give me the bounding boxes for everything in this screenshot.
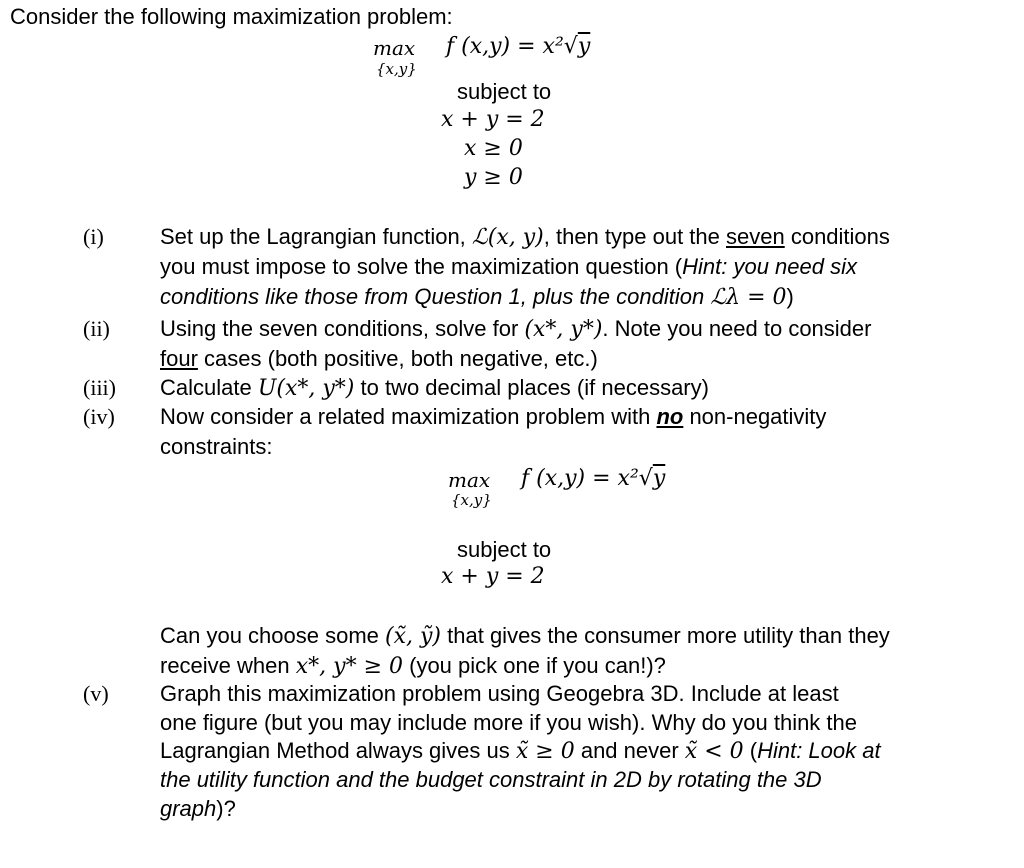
objective-lhs-2: f (x,y) = x² xyxy=(521,466,639,491)
lagrangian-math: ℒ(x, y) xyxy=(471,225,544,250)
sqrt-radicand: y xyxy=(577,34,591,59)
underlined-four: four xyxy=(160,346,198,371)
text-span: )? xyxy=(216,796,236,821)
text-span: Using the seven conditions, solve for xyxy=(160,316,525,341)
hint-text: graph xyxy=(160,796,217,821)
item-v-line-2: one figure (but you may include more if you wish). Why do you think the xyxy=(160,710,858,735)
hint-text: Hint: you need six xyxy=(682,254,857,279)
sqrt-symbol: √ xyxy=(563,34,578,59)
constraint-x-nonneg: x ≥ 0 xyxy=(464,136,523,161)
item-number-ii: (ii) xyxy=(83,316,110,341)
text-span: Can you choose some xyxy=(160,623,386,648)
item-i xyxy=(160,222,1010,312)
tilde-neg-math: x̃ < 0 xyxy=(684,739,744,764)
item-v-line-3 xyxy=(160,736,1010,765)
text-span: non-negativity xyxy=(683,404,827,429)
max-subscript-2: {x,y} xyxy=(451,491,492,509)
utility-math: U(x*, y*) xyxy=(257,376,355,401)
tilde-point-math: (x̃, ỹ) xyxy=(385,624,442,649)
item-iv xyxy=(160,402,1010,462)
text-span: Set up the Lagrangian function, xyxy=(160,224,472,249)
item-iii-line-1 xyxy=(160,373,1010,403)
underlined-seven: seven xyxy=(726,224,785,249)
constraint-budget: x + y = 2 xyxy=(441,107,545,132)
text-span: to two decimal places (if necessary) xyxy=(354,375,709,400)
text-span: receive when xyxy=(160,653,296,678)
max-operator-2: max xyxy=(448,468,491,492)
text-span: you must impose to solve the maximization question ( xyxy=(160,254,683,279)
item-iv-line-2: constraints: xyxy=(160,434,273,459)
text-span: Calculate xyxy=(160,375,258,400)
text-span: cases (both positive, both negative, etc.) xyxy=(197,346,598,371)
item-v-line-4 xyxy=(160,765,1010,794)
text-span: that gives the consumer more utility than they xyxy=(441,623,890,648)
text-span: Lagrangian Method always gives us xyxy=(160,738,516,763)
tilde-nonneg-math: x̃ ≥ 0 xyxy=(515,739,575,764)
text-span: ) xyxy=(786,284,794,309)
text-span: Now consider a related maximization problem with xyxy=(160,404,657,429)
subject-to-label-2: subject to xyxy=(457,537,552,562)
item-v-line-1: Graph this maximization problem using Geogebra 3D. Include at least xyxy=(160,681,839,706)
item-v xyxy=(160,679,1010,824)
item-iv-q-line-2 xyxy=(160,651,1010,680)
lagrangian-lambda-condition: ℒλ = 0 xyxy=(710,285,787,310)
item-ii-line-2 xyxy=(160,344,1010,373)
subject-to-label: subject to xyxy=(457,79,552,104)
max-operator: max xyxy=(373,36,416,60)
optimum-math: (x*, y*) xyxy=(524,317,603,342)
item-number-v: (v) xyxy=(83,681,109,706)
text-span: , then type out the xyxy=(543,224,726,249)
item-iv-line-1 xyxy=(160,402,1010,432)
max-subscript: {x,y} xyxy=(376,60,417,78)
intro-text: Consider the following maximization problem: xyxy=(10,4,453,29)
item-iv-q-line-1 xyxy=(160,621,1010,651)
item-ii xyxy=(160,314,1010,373)
objective-function xyxy=(446,34,590,59)
text-span: and never xyxy=(574,738,685,763)
text-span: (you pick one if you can!)? xyxy=(403,653,666,678)
item-iii xyxy=(160,373,1010,403)
hint-text: conditions like those from Question 1, plus the condition xyxy=(160,284,711,309)
hint-text: Hint: Look at xyxy=(757,738,881,763)
hint-text: the utility function and the budget constraint in 2D by rotating the 3D xyxy=(160,767,822,792)
text-span: conditions xyxy=(784,224,890,249)
nonneg-math: x*, y* ≥ 0 xyxy=(295,654,403,679)
objective-function-2 xyxy=(521,466,665,491)
text-span: . Note you need to consider xyxy=(602,316,872,341)
item-i-line-3 xyxy=(160,282,1010,312)
item-number-iii: (iii) xyxy=(83,375,116,400)
sqrt-radicand-2: y xyxy=(652,466,666,491)
item-i-line-2 xyxy=(160,252,1010,282)
item-iv-question xyxy=(160,621,1010,680)
objective-lhs: f (x,y) = x² xyxy=(446,34,564,59)
text-span: ( xyxy=(743,738,758,763)
item-i-line-1 xyxy=(160,222,1010,252)
item-ii-line-1 xyxy=(160,314,1010,344)
item-number-iv: (iv) xyxy=(83,404,115,429)
constraint-budget-2: x + y = 2 xyxy=(441,564,545,589)
sqrt-symbol-2: √ xyxy=(638,466,653,491)
item-number-i: (i) xyxy=(83,224,104,249)
item-v-line-5 xyxy=(160,794,1010,824)
emphasis-no: no xyxy=(656,404,684,429)
constraint-y-nonneg: y ≥ 0 xyxy=(464,165,523,190)
